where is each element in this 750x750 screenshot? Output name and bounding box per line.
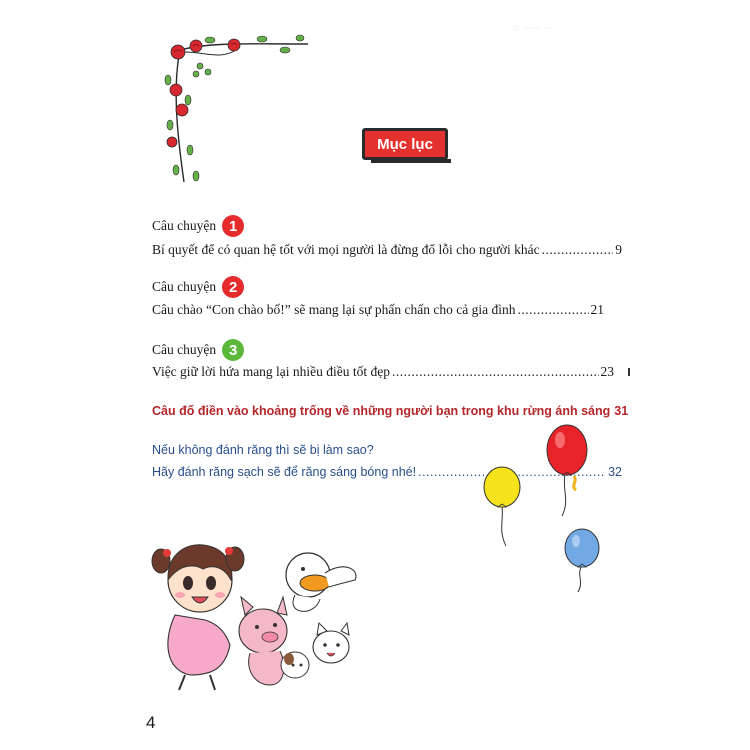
entry-page: 21 [590,302,604,317]
entry-title: Câu đố điền vào khoảng trống về những người bạn trong khu rừng ánh sáng [152,404,611,418]
characters-illustration [145,535,375,695]
balloon-red-icon [547,425,587,516]
story-number-3: 3 [222,339,244,361]
entry-title: Việc giữ lời hứa mang lại nhiều điều tốt đẹp [152,364,391,379]
rose-vine-corner-icon [150,30,320,190]
story-number-1: 1 [222,215,244,237]
toc-entry-3[interactable] [152,364,614,380]
toc-entry-2[interactable] [152,302,604,318]
story-number-2: 2 [222,276,244,298]
margin-mark [628,368,630,376]
toc-entry-brushing-line1: Nếu không đánh răng thì sẽ bị làm sao? [152,443,374,457]
toc-entry-quiz[interactable] [152,404,629,418]
story-heading-1 [152,215,244,237]
entry-page: 32 [608,465,622,479]
watermark: ≈ ~~ ~ [512,20,553,35]
leader-dots [542,242,614,258]
leader-dots [517,302,588,318]
entry-page: 23 [600,364,614,379]
toc-entry-1[interactable] [152,242,622,258]
story-label: Câu chuyện [152,342,217,357]
entry-title: Bí quyết để có quan hệ tốt với mọi người là đừng đổ lỗi cho người khác [152,242,540,257]
leader-dots [392,364,598,380]
page-title: Mục lục [362,128,448,160]
story-label: Câu chuyện [152,218,217,233]
story-label: Câu chuyện [152,279,217,294]
pig-illustration-icon [239,597,287,685]
story-heading-3 [152,339,244,361]
entry-title: Hãy đánh răng sạch sẽ để răng sáng bóng nhé! [152,465,417,479]
dog-illustration-icon [281,652,309,678]
balloons-illustration [470,420,620,595]
entry-page: 31 [614,404,629,418]
page-number: 4 [146,713,156,732]
cat-illustration-icon [313,623,349,663]
entry-title: Câu chào “Con chào bố!” sẽ mang lại sự phấn chấn cho cả gia đình [152,302,516,317]
entry-page: 9 [615,242,622,257]
balloon-blue-icon [565,529,599,592]
girl-illustration-icon [152,545,244,690]
story-heading-2 [152,276,244,298]
duck-illustration-icon [286,553,356,611]
balloon-yellow-icon [484,467,576,546]
